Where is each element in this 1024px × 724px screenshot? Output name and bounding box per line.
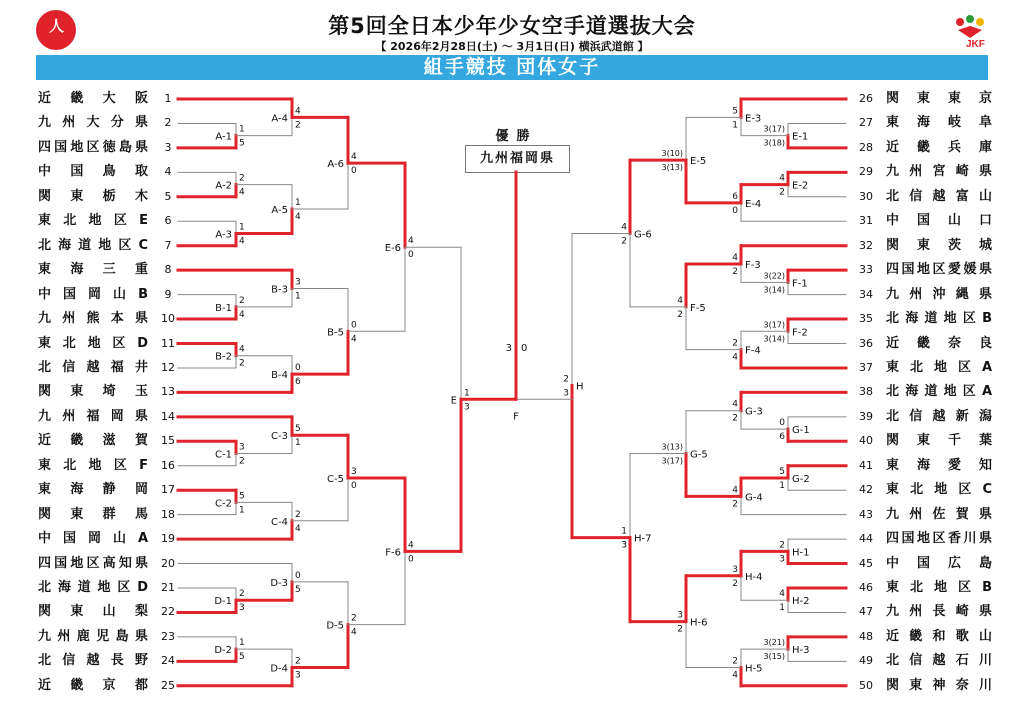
- match-score: 3: [239, 442, 245, 453]
- match-score: 0: [295, 363, 301, 374]
- match-score: 3: [732, 564, 738, 575]
- match-score: 5: [239, 652, 245, 663]
- seed-number: 26: [859, 92, 873, 105]
- match-score: 2: [779, 187, 785, 198]
- team-name: 東北地区A: [886, 359, 992, 375]
- match-score: 3(22): [763, 271, 785, 281]
- match-label: C-5: [327, 473, 344, 485]
- seed-number: 29: [859, 165, 873, 179]
- match-score: 2: [295, 509, 301, 520]
- match-score: 3(15): [763, 652, 785, 662]
- match-score: 2: [621, 236, 627, 247]
- match-score: 4: [351, 152, 357, 163]
- match-label: A-3: [215, 229, 232, 241]
- match-score: 4: [239, 309, 245, 320]
- match-score: 4: [408, 540, 414, 551]
- match-label: E: [450, 395, 457, 407]
- match-score: 1: [464, 388, 470, 399]
- seed-number: 37: [859, 360, 873, 374]
- match-score: 1: [779, 480, 785, 491]
- seed-number: 28: [859, 140, 873, 154]
- team-name: 東海三重: [38, 262, 148, 278]
- match-score: 1: [239, 124, 245, 135]
- match-score: 3: [621, 540, 627, 551]
- match-label: E-4: [745, 198, 762, 210]
- team-name: 九州福岡県: [38, 408, 148, 424]
- seed-number: 38: [859, 385, 873, 399]
- team-name: 関東埼玉: [38, 384, 148, 400]
- final-score: 3: [505, 343, 512, 354]
- match-score: 5: [779, 466, 785, 477]
- team-name: 四国地区愛媛県: [886, 262, 992, 278]
- seed-number: 48: [859, 629, 873, 643]
- match-score: 4: [239, 344, 245, 355]
- seed-number: 36: [859, 336, 873, 350]
- match-label: C-3: [271, 431, 288, 443]
- team-name: 近畿兵庫: [886, 139, 992, 155]
- match-score: 4: [732, 253, 738, 264]
- match-label: F-3: [745, 260, 761, 272]
- team-name: 北信越福井: [38, 359, 148, 375]
- seed-number: 35: [859, 312, 873, 326]
- seed-number: 8: [164, 263, 172, 277]
- seed-number: 12: [161, 360, 175, 374]
- team-name: 東海静岡: [38, 482, 148, 498]
- match-score: 3: [563, 388, 569, 399]
- team-name: 中国岡山A: [38, 531, 148, 547]
- match-score: 3: [351, 466, 357, 477]
- match-label: C-4: [271, 516, 288, 528]
- seed-number: 25: [161, 678, 175, 692]
- seed-number: 32: [859, 238, 873, 252]
- match-score: 0: [351, 480, 357, 491]
- match-score: 3(21): [763, 638, 785, 648]
- match-score: 1: [732, 120, 738, 131]
- team-name: 東北地区F: [38, 457, 148, 473]
- seed-number: 3: [164, 140, 172, 154]
- match-label: H-6: [690, 617, 708, 629]
- seed-number: 17: [161, 483, 175, 497]
- match-score: 3(13): [661, 163, 683, 173]
- seed-number: 46: [859, 581, 873, 594]
- match-score: 0: [408, 554, 414, 565]
- match-score: 3(14): [763, 285, 785, 295]
- match-score: 6: [732, 191, 738, 202]
- team-name: 関東群馬: [38, 506, 148, 522]
- seed-number: 41: [859, 458, 873, 472]
- match-score: 3: [295, 670, 301, 681]
- seed-number: 33: [859, 263, 873, 277]
- match-score: 2: [239, 358, 245, 369]
- match-score: 1: [295, 438, 301, 449]
- team-name: 東海岐阜: [886, 115, 992, 131]
- match-label: F-6: [385, 547, 401, 559]
- match-score: 2: [732, 267, 738, 278]
- seed-number: 10: [161, 312, 175, 326]
- match-label: A-6: [327, 159, 344, 171]
- match-score: 2: [732, 656, 738, 667]
- seed-number: 24: [161, 654, 175, 668]
- match-label: H-5: [745, 663, 763, 675]
- match-label: E-5: [690, 156, 707, 168]
- match-score: 2: [732, 338, 738, 349]
- match-label: G-3: [745, 406, 763, 418]
- match-label: H: [576, 381, 584, 393]
- seed-number: 15: [161, 434, 175, 448]
- team-name: 近畿奈良: [886, 335, 992, 351]
- match-label: F-5: [690, 302, 706, 314]
- match-score: 1: [239, 638, 245, 649]
- match-score: 2: [351, 613, 357, 624]
- match-label: E-6: [384, 243, 401, 255]
- match-label: H-4: [745, 571, 763, 583]
- seed-number: 7: [164, 238, 172, 252]
- seed-number: 49: [859, 654, 873, 668]
- match-score: 4: [239, 236, 245, 247]
- match-score: 4: [351, 334, 357, 345]
- match-score: 1: [239, 505, 245, 516]
- seed-number: 1: [164, 92, 172, 105]
- match-label: G-2: [792, 473, 810, 485]
- champion-box: 九州福岡県: [465, 145, 570, 173]
- match-label: F-1: [792, 278, 808, 290]
- final-score: 0: [521, 343, 528, 354]
- seed-number: 30: [859, 189, 873, 203]
- match-label: G-5: [690, 449, 708, 461]
- team-name: 北海道地区D: [38, 580, 148, 595]
- match-score: 1: [295, 198, 301, 209]
- seed-number: 27: [859, 116, 873, 130]
- match-score: 0: [351, 166, 357, 177]
- team-name: 九州大分県: [38, 115, 148, 131]
- team-name: 北海道地区C: [38, 237, 148, 253]
- seed-number: 39: [859, 409, 873, 423]
- match-score: 3: [677, 610, 683, 621]
- match-label: E-3: [745, 113, 762, 125]
- match-score: 3(18): [763, 138, 785, 148]
- team-name: 東北地区B: [886, 580, 992, 595]
- match-label: B-2: [215, 351, 232, 363]
- match-score: 3: [779, 554, 785, 565]
- match-score: 4: [779, 589, 785, 600]
- match-label: D-5: [326, 620, 344, 632]
- team-name: 関東千葉: [886, 433, 992, 449]
- match-score: 4: [295, 523, 301, 534]
- match-score: 4: [732, 352, 738, 363]
- team-name: 九州沖縄県: [886, 286, 992, 302]
- match-score: 0: [732, 205, 738, 216]
- seed-number: 5: [164, 189, 172, 203]
- match-score: 5: [239, 138, 245, 149]
- tournament-date-venue: 【 2026年2月28日(土) ～ 3月1日(日) 横浜武道館 】: [375, 40, 649, 53]
- team-name: 北信越長野: [38, 653, 148, 669]
- match-score: 3(10): [661, 149, 683, 159]
- match-score: 2: [239, 173, 245, 184]
- seed-number: 45: [859, 556, 873, 570]
- match-score: 5: [295, 584, 301, 595]
- match-score: 1: [295, 291, 301, 302]
- match-label: H-3: [792, 645, 810, 657]
- match-score: 3: [464, 402, 470, 413]
- match-label: G-1: [792, 425, 810, 437]
- match-score: 0: [351, 320, 357, 331]
- match-label: F-4: [745, 345, 761, 357]
- match-score: 0: [295, 570, 301, 581]
- match-score: 6: [295, 377, 301, 388]
- match-score: 4: [621, 222, 627, 233]
- seed-number: 44: [859, 532, 873, 546]
- match-score: 3(17): [763, 124, 785, 134]
- seed-number: 6: [164, 214, 172, 228]
- team-name: 東北地区D: [38, 335, 148, 351]
- match-label: D-4: [270, 663, 288, 675]
- match-score: 4: [779, 173, 785, 184]
- match-label: E-2: [792, 180, 809, 192]
- seed-number: 13: [161, 385, 175, 399]
- match-score: 3(17): [763, 320, 785, 330]
- match-score: 4: [677, 295, 683, 306]
- seed-number: 34: [859, 287, 873, 301]
- seed-number: 47: [859, 605, 873, 619]
- team-name: 東海愛知: [886, 457, 992, 473]
- svg-text:JKF: JKF: [966, 39, 985, 50]
- match-label: G-6: [634, 229, 652, 241]
- match-label: H-2: [792, 596, 810, 608]
- match-label: A-4: [271, 113, 288, 125]
- tournament-title: 第5回全日本少年少女空手道選抜大会: [328, 14, 696, 38]
- match-score: 4: [732, 399, 738, 410]
- seed-number: 22: [161, 605, 175, 619]
- match-score: 0: [779, 418, 785, 429]
- match-score: 2: [295, 120, 301, 131]
- team-name: 北海道地区A: [886, 384, 992, 400]
- match-score: 2: [677, 624, 683, 635]
- team-name: 四国地区徳島県: [38, 139, 148, 155]
- champion-label: 優勝: [495, 129, 538, 144]
- team-name: 四国地区高知県: [38, 555, 148, 571]
- seed-number: 11: [161, 336, 175, 350]
- match-label: H-1: [792, 547, 810, 559]
- match-label: A-2: [215, 180, 232, 192]
- match-label: B-4: [271, 370, 288, 382]
- match-score: 6: [779, 432, 785, 443]
- team-name: 中国広島: [886, 555, 992, 571]
- final-label: F: [513, 411, 519, 423]
- team-name: 北信越富山: [886, 188, 992, 204]
- match-label: D-1: [214, 596, 232, 608]
- match-label: B-5: [327, 327, 344, 339]
- match-score: 2: [732, 413, 738, 424]
- match-score: 5: [239, 491, 245, 502]
- seed-number: 43: [859, 507, 873, 521]
- team-name: 四国地区香川県: [886, 531, 992, 547]
- seed-number: 16: [161, 458, 175, 472]
- seed-number: 2: [164, 116, 172, 130]
- match-score: 2: [732, 499, 738, 510]
- seed-number: 14: [161, 409, 175, 423]
- seed-number: 18: [161, 507, 175, 521]
- match-score: 1: [779, 603, 785, 614]
- team-name: 北海道地区B: [886, 311, 992, 327]
- match-score: 2: [563, 374, 569, 385]
- team-name: 近畿和歌山: [886, 628, 992, 644]
- match-label: H-7: [634, 533, 652, 545]
- match-score: 4: [295, 106, 301, 117]
- team-name: 関東東京: [886, 91, 992, 106]
- match-score: 2: [779, 540, 785, 551]
- match-score: 0: [408, 250, 414, 261]
- team-name: 中国岡山B: [38, 286, 148, 302]
- seed-number: 40: [859, 434, 873, 448]
- team-name: 九州宮崎県: [886, 164, 992, 180]
- team-name: 九州佐賀県: [886, 506, 992, 522]
- match-score: 2: [239, 456, 245, 467]
- seed-number: 42: [859, 483, 873, 497]
- seed-number: 4: [164, 165, 172, 179]
- team-name: 九州長崎県: [886, 604, 992, 620]
- team-name: 東北地区E: [38, 213, 148, 229]
- match-score: 1: [621, 526, 627, 537]
- seed-number: 9: [164, 287, 172, 301]
- match-label: E-1: [792, 131, 809, 143]
- team-name: 北信越新潟: [886, 408, 992, 424]
- seed-number: 19: [161, 532, 175, 546]
- match-label: D-2: [214, 645, 232, 657]
- team-name: 近畿大阪: [38, 91, 148, 106]
- match-score: 5: [732, 106, 738, 117]
- team-name: 東北地区C: [886, 482, 992, 498]
- match-score: 5: [295, 424, 301, 435]
- match-score: 3(13): [661, 442, 683, 452]
- match-score: 3: [295, 277, 301, 288]
- match-score: 3(14): [763, 334, 785, 344]
- match-score: 2: [295, 656, 301, 667]
- event-banner: 組手競技 団体女子: [36, 55, 988, 80]
- match-label: C-2: [215, 498, 232, 510]
- seed-number: 23: [161, 629, 175, 643]
- team-name: 九州熊本県: [38, 311, 148, 327]
- team-name: 中国山口: [886, 213, 992, 229]
- team-name: 関東神奈川: [886, 677, 992, 693]
- seed-number: 50: [859, 678, 873, 692]
- seed-number: 21: [161, 581, 175, 594]
- match-score: 2: [677, 309, 683, 320]
- match-score: 2: [239, 589, 245, 600]
- match-label: F-2: [792, 327, 808, 339]
- match-label: G-4: [745, 492, 763, 504]
- match-score: 4: [408, 236, 414, 247]
- match-label: D-3: [270, 577, 288, 589]
- seed-number: 31: [859, 214, 873, 228]
- match-score: 4: [295, 212, 301, 223]
- match-score: 4: [732, 670, 738, 681]
- match-score: 4: [732, 485, 738, 496]
- match-score: 3(17): [661, 456, 683, 466]
- match-score: 4: [351, 627, 357, 638]
- team-name: 近畿滋賀: [38, 433, 148, 449]
- team-name: 中国鳥取: [38, 164, 148, 180]
- match-label: A-5: [271, 205, 288, 217]
- team-name: 九州鹿児島県: [38, 628, 148, 644]
- team-name: 関東茨城: [886, 237, 992, 253]
- match-score: 4: [239, 187, 245, 198]
- team-name: 北信越石川: [886, 653, 992, 669]
- match-label: B-1: [215, 302, 232, 314]
- seed-number: 20: [161, 556, 175, 570]
- match-score: 2: [732, 578, 738, 589]
- match-label: B-3: [271, 284, 288, 296]
- team-name: 関東栃木: [38, 188, 148, 204]
- team-name: 関東山梨: [38, 604, 148, 620]
- match-score: 3: [239, 603, 245, 614]
- match-label: A-1: [215, 131, 232, 143]
- match-score: 1: [239, 222, 245, 233]
- karate-figure-icon: 人: [49, 17, 65, 35]
- team-name: 近畿京都: [38, 677, 148, 693]
- match-score: 2: [239, 295, 245, 306]
- match-label: C-1: [215, 449, 232, 461]
